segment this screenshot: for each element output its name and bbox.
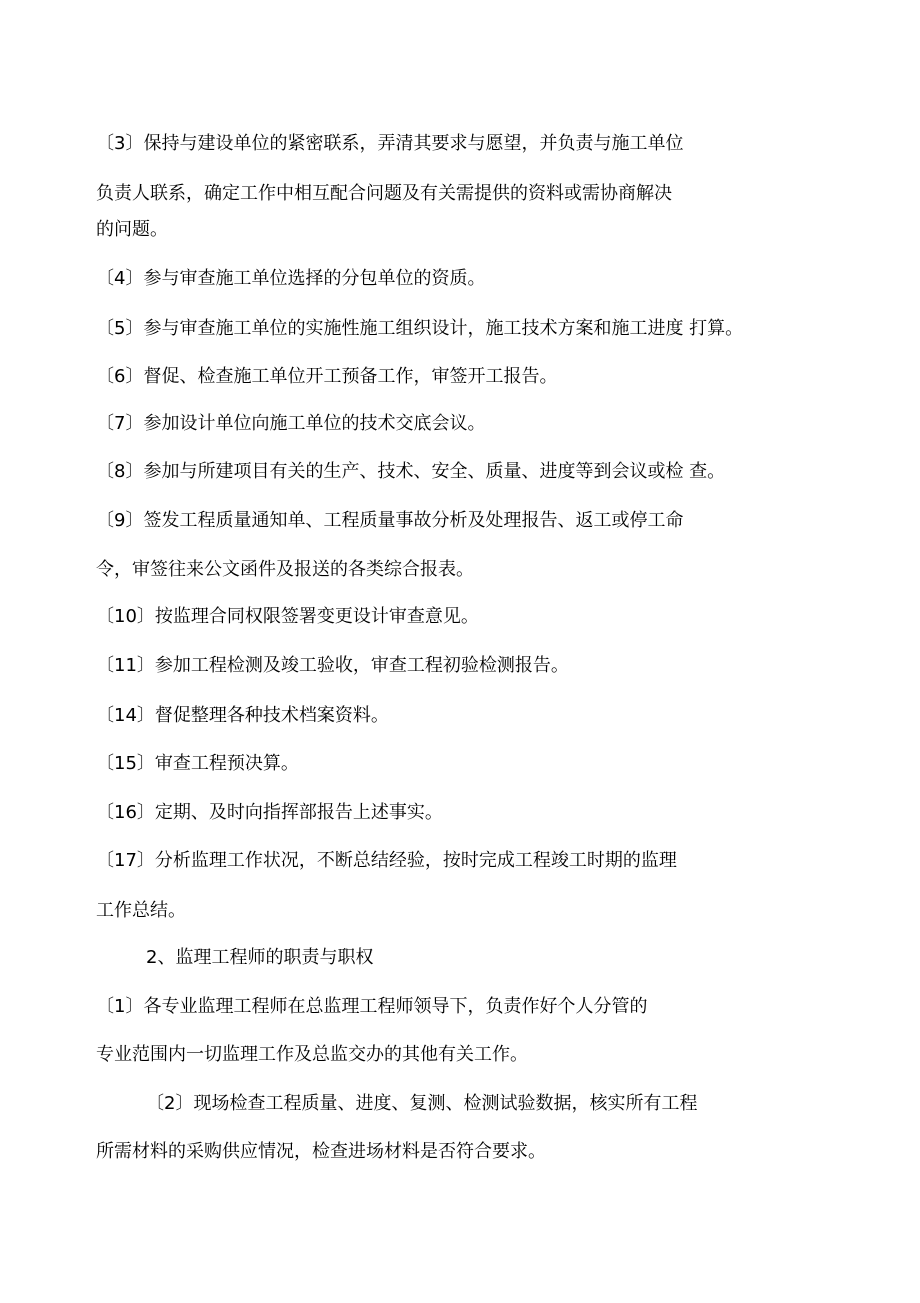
text-line: 〔11〕参加工程检测及竣工验收，审查工程初验检测报告。 bbox=[96, 655, 569, 676]
text-line: 〔9〕签发工程质量通知单、工程质量事故分析及处理报告、返工或停工命 bbox=[96, 510, 684, 531]
text-line: 〔2〕现场检查工程质量、进度、复测、检测试验数据，核实所有工程 bbox=[146, 1093, 698, 1114]
text-line: 〔10〕按监理合同权限签署变更设计审查意见。 bbox=[96, 606, 479, 627]
text-line: 工作总结。 bbox=[96, 900, 186, 921]
text-line: 的问题。 bbox=[96, 219, 168, 240]
text-line: 负责人联系，确定工作中相互配合问题及有关需提供的资料或需协商解决 bbox=[96, 183, 672, 204]
text-line: 〔17〕分析监理工作状况，不断总结经验，按时完成工程竣工时期的监理 bbox=[96, 850, 677, 871]
text-line: 〔5〕参与审查施工单位的实施性施工组织设计，施工技术方案和施工进度 打算。 bbox=[96, 318, 744, 339]
text-line: 〔4〕参与审查施工单位选择的分包单位的资质。 bbox=[96, 268, 486, 289]
text-line: 所需材料的采购供应情况，检查进场材料是否符合要求。 bbox=[96, 1141, 546, 1162]
section-heading: 2、监理工程师的职责与职权 bbox=[146, 947, 374, 968]
text-line: 〔3〕保持与建设单位的紧密联系，弄清其要求与愿望，并负责与施工单位 bbox=[96, 133, 684, 154]
text-line: 〔16〕定期、及时向指挥部报告上述事实。 bbox=[96, 802, 443, 823]
text-line: 〔15〕审查工程预决算。 bbox=[96, 753, 299, 774]
text-line: 〔14〕督促整理各种技术档案资料。 bbox=[96, 705, 389, 726]
text-line: 专业范围内一切监理工作及总监交办的其他有关工作。 bbox=[96, 1044, 528, 1065]
text-line: 〔7〕参加设计单位向施工单位的技术交底会议。 bbox=[96, 413, 486, 434]
text-line: 〔8〕参加与所建项目有关的生产、技术、安全、质量、进度等到会议或检 查。 bbox=[96, 461, 726, 482]
text-line: 〔6〕督促、检查施工单位开工预备工作，审签开工报告。 bbox=[96, 366, 558, 387]
text-line: 令，审签往来公文函件及报送的各类综合报表。 bbox=[96, 559, 474, 580]
text-line: 〔1〕各专业监理工程师在总监理工程师领导下，负责作好个人分管的 bbox=[96, 996, 648, 1017]
